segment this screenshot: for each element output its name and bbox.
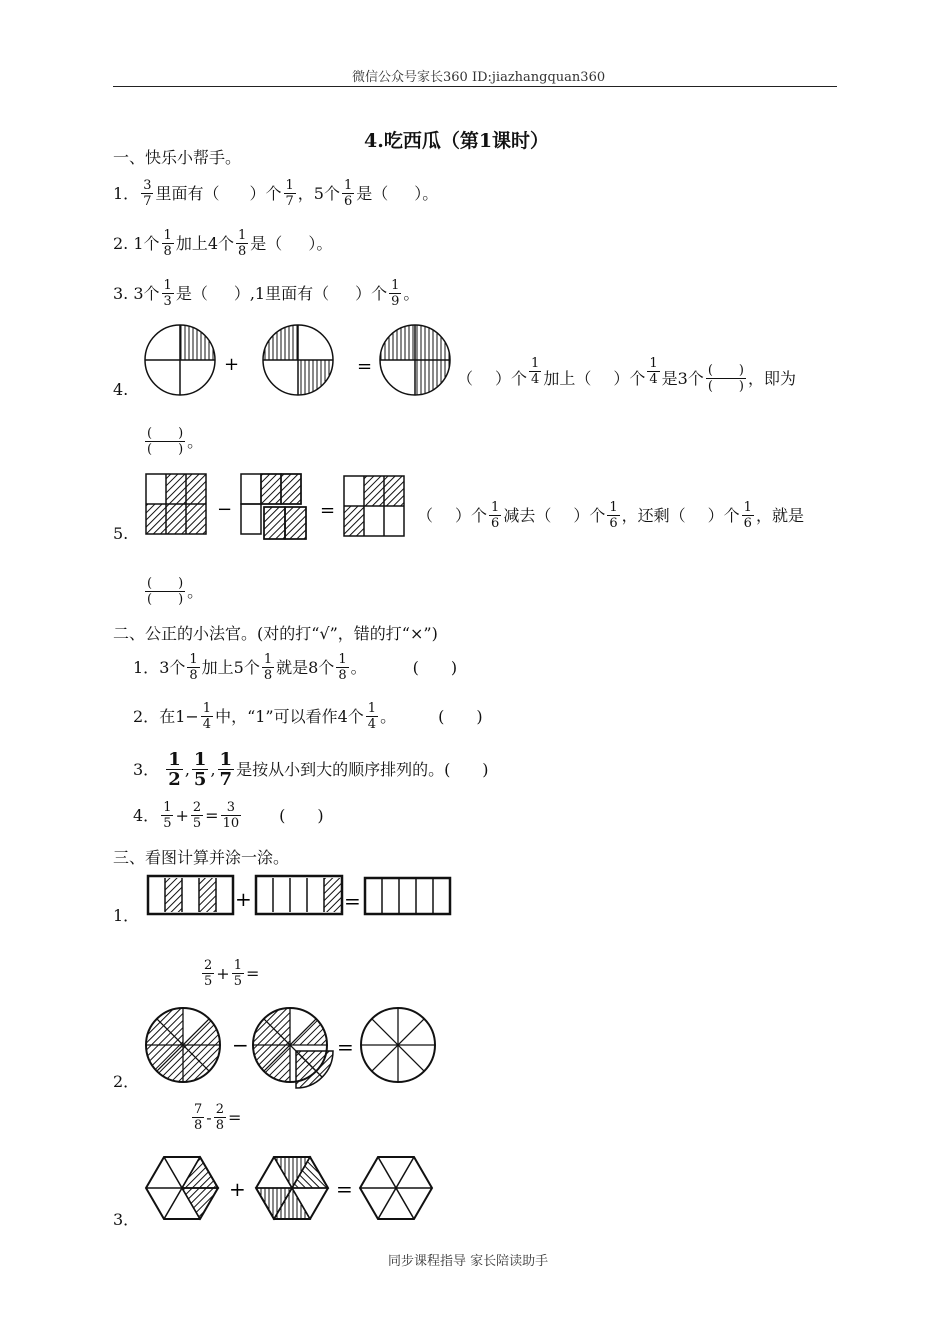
judge-blank[interactable]: ( )	[438, 706, 483, 726]
s1-question-2: 2. 1个 $\frac{1}{8}$ 加上4个 $\frac{1}{8}$ 是（ ）。	[113, 228, 333, 259]
page-title: 4.吃西瓜（第1课时）	[364, 130, 550, 152]
s1-question-3: 3. 3个 $\frac{1}{3}$ 是（ ）,1里面有（ ）个 $\frac{1}{9}$ 。	[113, 278, 420, 309]
s3-q1-number: 1．	[113, 906, 140, 925]
s1-q4-text: （ ）个 $\frac{1}{4}$ 加上（ ）个 $\frac{1}{4}$ 是3个 $\frac{( )}{( )}$ ，即为	[457, 356, 796, 394]
answer-fraction-blank[interactable]: $\frac{( )}{( )}$	[707, 363, 744, 394]
equals-sign: =	[357, 356, 373, 377]
s1-q5-text: （ ）个 $\frac{1}{6}$ 减去（ ）个 $\frac{1}{6}$ ，还剩（ ）个 $\frac{1}{6}$ ，就是	[417, 500, 804, 531]
s1-q4-answer: $\frac{( )}{( )}$ 。	[147, 426, 204, 457]
s1-q5-answer: $\frac{( )}{( )}$ 。	[147, 576, 204, 607]
judge-blank[interactable]: ( )	[412, 657, 458, 677]
hexagon-diagram-1	[146, 1157, 218, 1219]
s1-q5-number: 5.	[113, 524, 129, 543]
s3-q2-expression: $\frac{7}{8}$ - $\frac{2}{8}$ =	[194, 1102, 242, 1133]
s2-question-1: 1． 3个 $\frac{1}{8}$ 加上5个 $\frac{1}{8}$ 就是8个 $\frac{1}{8}$ 。 ( )	[133, 652, 458, 683]
section3-heading: 三、看图计算并涂一涂。	[113, 848, 290, 867]
hexagon-diagram-2	[256, 1157, 328, 1219]
minus-sign: −	[217, 499, 233, 520]
answer-fraction-blank[interactable]: $\frac{( )}{( )}$	[147, 576, 184, 607]
minus-sign: −	[232, 1033, 249, 1057]
hexagon-diagram-3	[360, 1157, 432, 1219]
s1-q4-number: 4.	[113, 380, 129, 399]
section2-heading: 二、公正的小法官。(对的打“√”，错的打“×”)	[113, 624, 438, 643]
s3-q2-number: 2．	[113, 1072, 140, 1091]
equals-sign: =	[320, 500, 336, 521]
fraction: $\frac{3}{7}$	[143, 178, 152, 209]
equals-sign: =	[336, 1177, 353, 1201]
page-footer: 同步课程指导 家长陪读助手	[388, 1254, 549, 1269]
s3-q1-expression: $\frac{2}{5}$ + $\frac{1}{5}$ =	[204, 958, 260, 989]
equals-sign: =	[337, 1035, 354, 1059]
plus-sign: +	[235, 887, 252, 911]
answer-fraction-blank[interactable]: $\frac{( )}{( )}$	[147, 426, 184, 457]
s3-q3-number: 3．	[113, 1210, 140, 1229]
judge-blank[interactable]: ( )	[279, 805, 324, 825]
s2-question-2: 2． 在1− $\frac{1}{4}$ 中，“1”可以看作4个 $\frac{1}{4}$ 。 ( )	[133, 701, 483, 732]
plus-sign: +	[224, 354, 240, 375]
equals-sign: =	[344, 889, 361, 913]
plus-sign: +	[229, 1177, 246, 1201]
s2-question-4: 4． $\frac{1}{5}$ + $\frac{2}{5}$ = $\frac{3}{10}$ ( )	[133, 800, 324, 831]
s1-question-1: 1． $\frac{3}{7}$ 里面有（ ）个 $\frac{1}{7}$ ，5个 $\frac{1}{6}$ 是（ ）。	[113, 178, 439, 209]
page-header: 微信公众号家长360 ID:jiazhangquan360	[352, 70, 606, 85]
s2-question-3: 3． $\frac{1}{2}$ , $\frac{1}{5}$ , $\frac{1}{7}$ 是按从小到大的顺序排列的。( )	[133, 749, 489, 790]
section1-heading: 一、快乐小帮手。	[113, 148, 242, 167]
